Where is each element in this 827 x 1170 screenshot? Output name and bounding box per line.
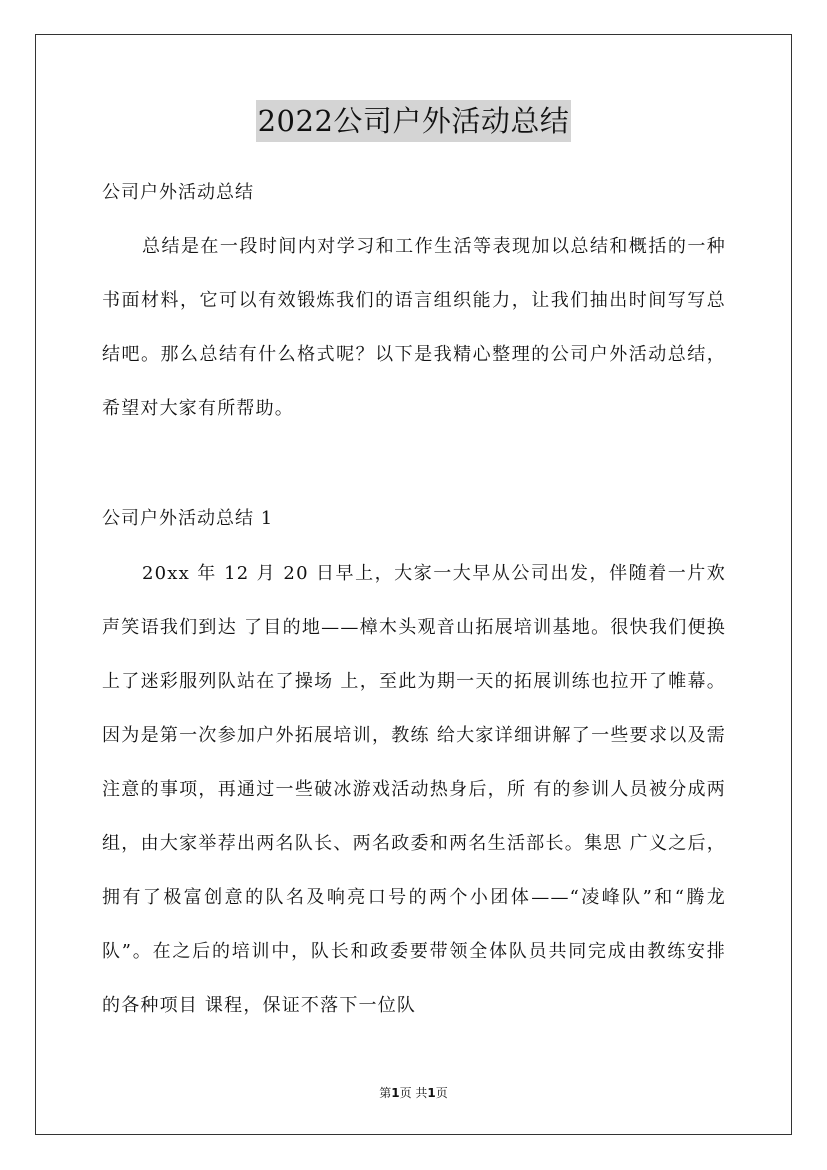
page-footer (0, 1085, 827, 1101)
footer-prefix: 第 (379, 1086, 392, 1100)
document-subtitle: 公司户外活动总结 (102, 182, 254, 203)
intro-paragraph: 总结是在一段时间内对学习和工作生活等表现加以总结和概括的一种书面材料，它可以有效锻炼我们的语言组织能力，让我们抽出时间写写总结吧。那么总结有什么格式呢？以下是我精心整理的公司户外活动总结，希望对大家有所帮助。 (102, 236, 726, 419)
title-container (0, 100, 827, 142)
section-heading: 公司户外活动总结 1 (102, 508, 274, 529)
document-title: 2022公司户外活动总结 (256, 100, 572, 142)
footer-suffix: 页 (435, 1086, 448, 1100)
footer-current-page: 1 (391, 1086, 400, 1100)
footer-total-pages: 1 (427, 1086, 436, 1100)
section-body-paragraph: 20xx 年 12 月 20 日早上，大家一大早从公司出发，伴随着一片欢声笑语我们到达 了目的地——樟木头观音山拓展培训基地。很快我们便换上了迷彩服列队站在了操场 上，至此为期一天的拓展训练也拉开了帷幕。因为是第一次参加户外拓展培训，教练 给大家详细讲解了一些要求以及需注意的事项，再通过一些破冰游戏活动热身后，所 有的参训人员被分成两组，由大家举荐出两名队长、两名政委和两名生活部长。集思 广义之后，拥有了极富创意的队名及响亮口号的两个小团体——“凌峰队”和“腾龙 队”。在之后的培训中，队长和政委要带领全体队员共同完成由教练安排的各种项目 课程，保证不落下一位队 (102, 563, 726, 1016)
footer-mid: 页 共 (399, 1086, 428, 1100)
